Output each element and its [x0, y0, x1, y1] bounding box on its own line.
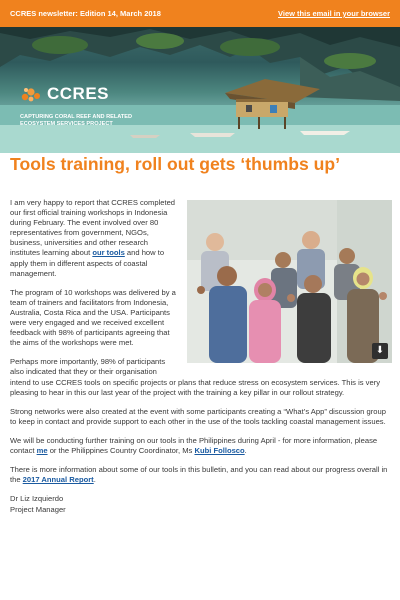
paragraph-philippines-text-mid: or the Philippines Country Coordinator, Ms [47, 445, 195, 455]
paragraph-intro-text-end: and how to apply them in different aspects of coastal management. [10, 248, 165, 278]
paragraph-philippines-text-end: . [244, 445, 247, 455]
paragraph-annual-report [10, 465, 390, 485]
signature-block [10, 494, 390, 515]
paragraph-importance: Perhaps more importantly, 98% of participants also indicated that they or their organisation intend to use CCRES tools on specific projects or plans that reduce stress on ecosystem services. This is very pleasing to hear in this our last year of the project with the training a key pillar in our rollout strategy. [10, 357, 381, 397]
tagline-line-2: ECOSYSTEM SERVICES PROJECT [20, 121, 113, 127]
download-icon[interactable]: ⬇ [372, 343, 388, 359]
signature-title: Project Manager [10, 504, 66, 514]
group-photo-image [187, 200, 392, 363]
ccres-logo-text: CCRES [47, 84, 110, 103]
article-headline: Tools training, roll out gets ‘thumbs up’ [10, 154, 341, 174]
project-tagline [20, 114, 200, 128]
newsletter-topbar [0, 0, 400, 27]
view-in-browser-link[interactable]: View this email in your browser [278, 9, 390, 18]
paragraph-workshops: The program of 10 workshops was delivered by a team of trainers and facilitators from Indonesia, Australia, Costa Rica and the USA. Participants were very engaged and we received excellent feedback with 98% of participants agreeing that the aims of the workshops were met. [10, 287, 176, 348]
newsletter-edition-label: CCRES newsletter: Edition 14, March 2018 [10, 9, 161, 18]
paragraph-philippines [10, 436, 390, 456]
paragraph-philippines-text: We will be conducting further training on our tools in the Philippines during April - for more information, please contact [10, 435, 378, 455]
article-body [10, 198, 390, 515]
our-tools-link[interactable]: our tools [92, 248, 125, 258]
paragraph-annual-report-text: There is more information about some of our tools in this bulletin, and you can read about our progress overall in the [10, 465, 388, 485]
paragraph-networks: Strong networks were also created at the event with some participants creating a “What’s App” discussion group to keep in contact and provide support to each other in the use of the tools tackling coastal management issues. [10, 406, 386, 426]
contact-me-link[interactable]: me [36, 445, 48, 455]
coral-logo-icon [20, 85, 42, 103]
annual-report-link[interactable]: 2017 Annual Report [22, 475, 94, 485]
hero-banner [0, 27, 400, 153]
training-group-photo[interactable] [187, 200, 392, 363]
kubi-follosco-link[interactable]: Kubi Follosco [194, 445, 245, 455]
tagline-line-1: CAPTURING CORAL REEF AND RELATED [20, 114, 133, 120]
paragraph-intro-text: I am very happy to report that CCRES completed our first official training workshops in Indonesia during February. The event involved over 80 representatives from government, NGOs, business, universities and other research institutes learning about [10, 198, 176, 258]
signature-name: Dr Liz Izquierdo [10, 494, 64, 504]
ccres-logo[interactable] [20, 84, 109, 104]
paragraph-annual-report-text-end: . [93, 475, 96, 485]
